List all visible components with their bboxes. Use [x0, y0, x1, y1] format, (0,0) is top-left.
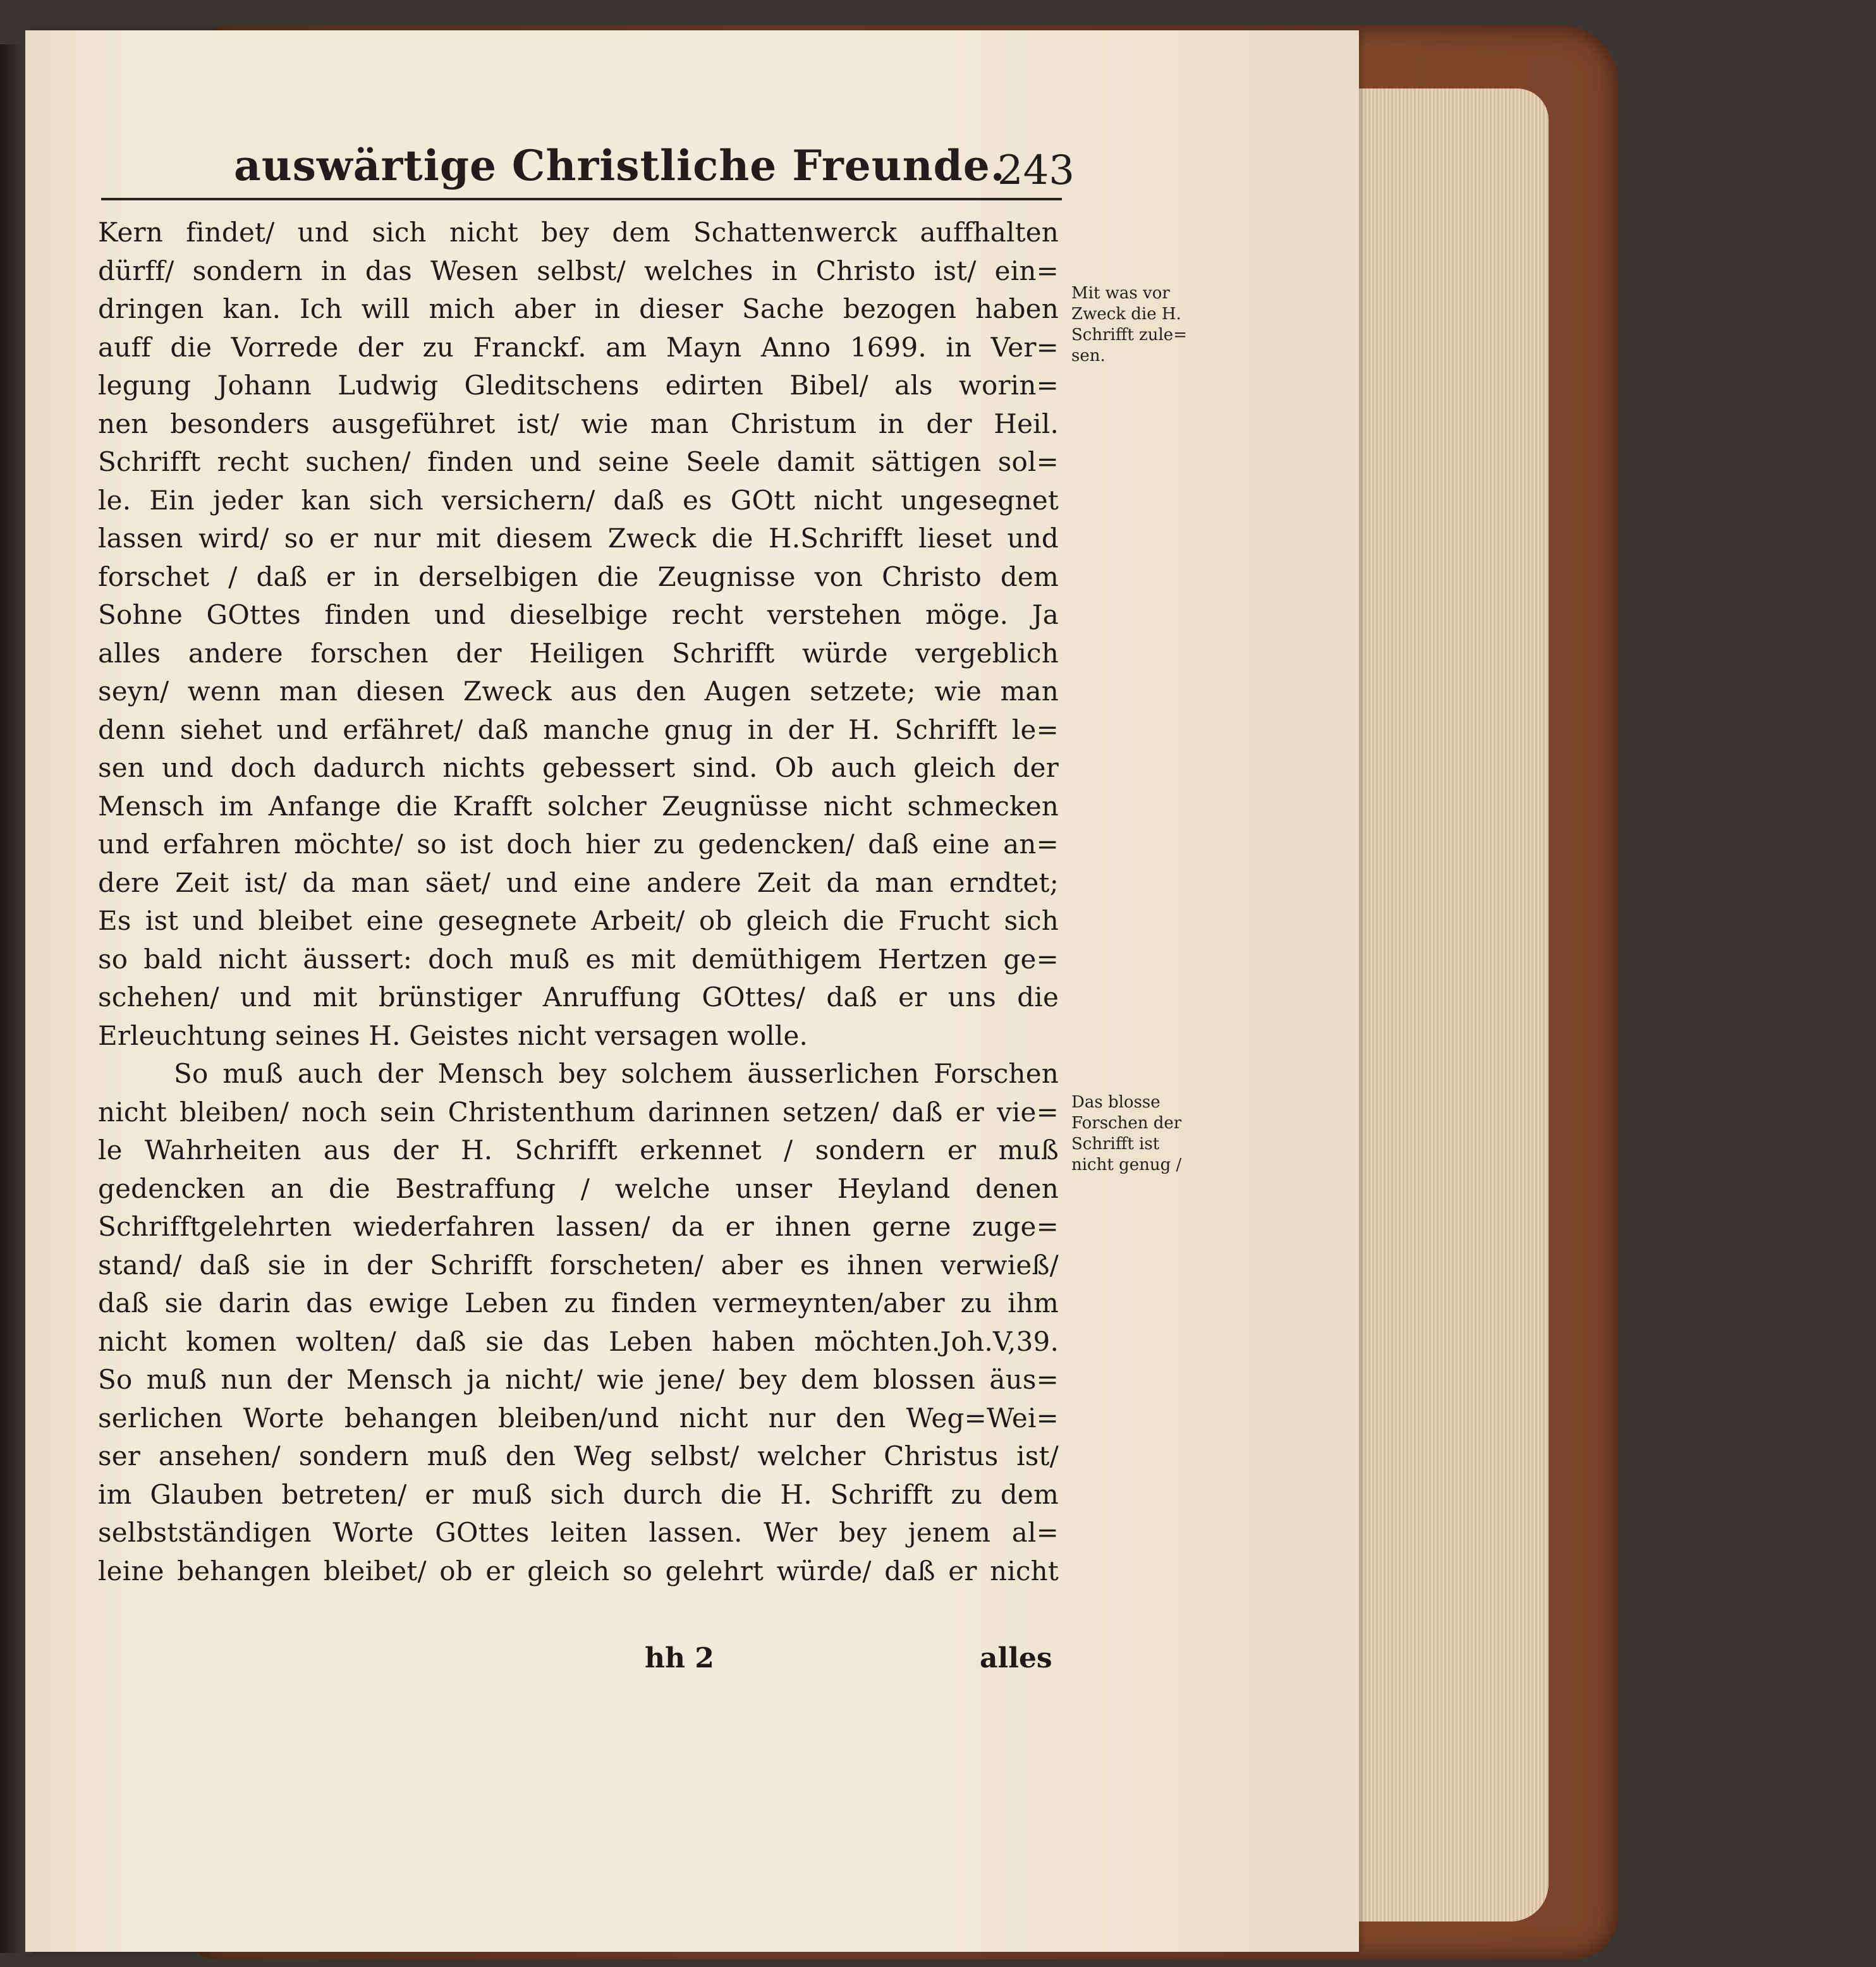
margin-note-searching [1071, 1092, 1242, 1176]
margin-note-purpose [1071, 283, 1242, 367]
text-line: le Wahrheiten aus der H. Schrifft erkennet / sondern er muß [98, 1135, 1059, 1166]
margin-note-line: sen. [1071, 346, 1106, 365]
text-line: und erfahren möchte/ so ist doch hier zu gedencken/ daß eine an= [98, 829, 1059, 860]
text-line: stand/ daß sie in der Schrifft forscheten/ aber es ihnen verwieß/ [98, 1249, 1059, 1281]
text-line: ser ansehen/ sondern muß den Weg selbst/ welcher Christus ist/ [98, 1440, 1059, 1471]
text-line: dürff/ sondern in das Wesen selbst/ welches in Christo ist/ ein= [98, 255, 1059, 286]
text-line: dringen kan. Ich will mich aber in dieser Sache bezogen haben [98, 293, 1059, 324]
text-line: schehen/ und mit brünstiger Anruffung GOttes/ daß er uns die [98, 982, 1059, 1013]
text-line: sen und doch dadurch nichts gebessert sind. Ob auch gleich der [98, 752, 1059, 783]
text-line: nicht bleiben/ noch sein Christenthum darinnen setzen/ daß er vie= [98, 1096, 1059, 1128]
book-page [25, 30, 1359, 1952]
margin-note-line: nicht genug / [1071, 1155, 1182, 1174]
catchword: alles [980, 1642, 1052, 1674]
text-line: Kern findet/ und sich nicht bey dem Schattenwerck auffhalten [98, 217, 1059, 248]
text-line: Mensch im Anfange die Krafft solcher Zeugnüsse nicht schmecken [98, 790, 1059, 822]
text-line: So muß nun der Mensch ja nicht/ wie jene/ bey dem blossen äus= [98, 1364, 1059, 1395]
signature-mark: hh 2 [645, 1642, 714, 1674]
margin-note-line: Zweck die H. [1071, 305, 1181, 324]
text-line: auff die Vorrede der zu Franckf. am Mayn Anno 1699. in Ver= [98, 331, 1059, 363]
text-line: legung Johann Ludwig Gleditschens edirten Bibel/ als worin= [98, 370, 1059, 401]
header-rule [101, 198, 1062, 200]
book [0, 19, 1876, 1967]
margin-note-line: Mit was vor [1071, 284, 1170, 303]
text-line: seyn/ wenn man diesen Zweck aus den Augen setzete; wie man [98, 676, 1059, 707]
margin-note-line: Das blosse [1071, 1093, 1160, 1112]
text-line: Sohne GOttes finden und dieselbige recht verstehen möge. Ja [98, 599, 1059, 630]
text-line: serlichen Worte behangen bleiben/und nicht nur den Weg=Wei= [98, 1402, 1059, 1434]
text-line: selbstständigen Worte GOttes leiten lassen. Wer bey jenem al= [98, 1517, 1059, 1548]
text-line: gedencken an die Bestraffung / welche unser Heyland denen [98, 1172, 1059, 1204]
text-line: nen besonders ausgeführet ist/ wie man Christum in der Heil. [98, 408, 1059, 439]
text-line: so bald nicht äussert: doch muß es mit demüthigem Hertzen ge= [98, 943, 1059, 975]
text-line: lassen wird/ so er nur mit diesem Zweck die H.Schrifft lieset und [98, 523, 1059, 554]
page-number: 243 [997, 147, 1075, 194]
text-line: le. Ein jeder kan sich versichern/ daß es GOtt nicht ungesegnet [98, 484, 1059, 516]
text-line: So muß auch der Mensch bey solchem äusserlichen Forschen [174, 1058, 1059, 1089]
text-line: leine behangen bleibet/ ob er gleich so gelehrt würde/ daß er nicht [98, 1555, 1059, 1586]
margin-note-line: Forschen der [1071, 1114, 1182, 1133]
margin-note-line: Schrifft zule= [1071, 326, 1187, 344]
text-line: nicht komen wolten/ daß sie das Leben haben möchten.Joh.V,39. [98, 1325, 1059, 1357]
text-line: Schrifftgelehrten wiederfahren lassen/ da er ihnen gerne zuge= [98, 1211, 1059, 1242]
margin-note-line: Schrifft ist [1071, 1135, 1160, 1154]
text-line: Erleuchtung seines H. Geistes nicht versagen wolle. [98, 1020, 808, 1051]
text-line: Es ist und bleibet eine gesegnete Arbeit/ ob gleich die Frucht sich [98, 905, 1059, 936]
text-line: alles andere forschen der Heiligen Schrifft würde vergeblich [98, 637, 1059, 669]
text-line: dere Zeit ist/ da man säet/ und eine andere Zeit da man erndtet; [98, 867, 1059, 898]
text-line: Schrifft recht suchen/ finden und seine Seele damit sättigen sol= [98, 446, 1059, 477]
text-line: daß sie darin das ewige Leben zu finden vermeynten/aber zu ihm [98, 1288, 1059, 1318]
body-text [98, 214, 1059, 1590]
text-line: forschet / daß er in derselbigen die Zeugnisse von Christo dem [98, 561, 1059, 592]
text-line: denn siehet und erfähret/ daß manche gnug in der H. Schrifft le= [98, 714, 1059, 745]
text-line: im Glauben betreten/ er muß sich durch die H. Schrifft zu dem [98, 1478, 1059, 1510]
running-head-title: auswärtige Christliche Freunde. [234, 141, 1006, 190]
